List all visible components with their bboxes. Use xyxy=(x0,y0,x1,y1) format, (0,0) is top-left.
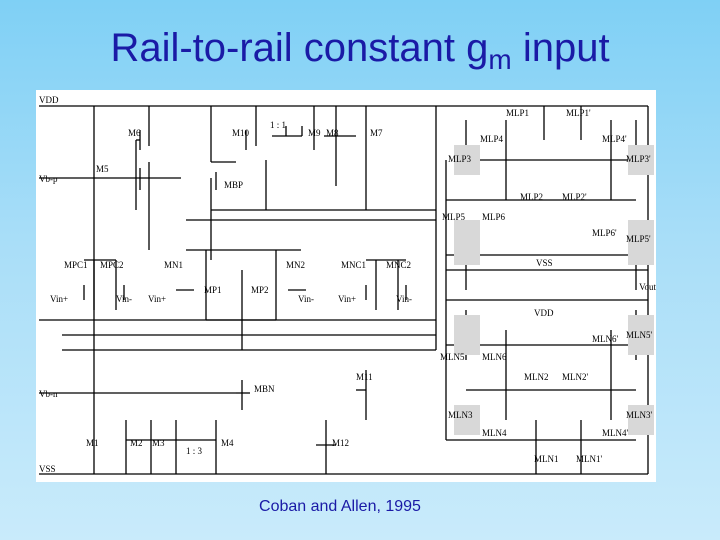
mln3-label: MLN3 xyxy=(448,410,473,420)
vss-label: VSS xyxy=(39,464,56,474)
mpc2-label: MPC2 xyxy=(100,260,124,270)
vin-plus-2-label: Vin+ xyxy=(148,294,167,304)
slide-title xyxy=(0,26,720,76)
schematic-drawing xyxy=(36,90,656,482)
vin-plus-3-label: Vin+ xyxy=(338,294,357,304)
title-main-text: Rail-to-rail constant g xyxy=(110,26,489,70)
mln2-label: MLN2 xyxy=(524,372,549,382)
m9-label: M9 xyxy=(308,128,321,138)
mln4-prime-label: MLN4' xyxy=(602,428,629,438)
mlp3-prime-label: MLP3' xyxy=(626,154,651,164)
vin-minus-1-label: Vin- xyxy=(116,294,132,304)
title-end-text: input xyxy=(511,26,610,70)
ratio-1-1-label: 1 : 1 xyxy=(270,120,287,130)
mlp6-prime-label: MLP6' xyxy=(592,228,617,238)
mlp4-label: MLP4 xyxy=(480,134,504,144)
mlp1-prime-label: MLP1' xyxy=(566,108,591,118)
mbp-label: MBP xyxy=(224,180,244,190)
mn2-label: MN2 xyxy=(286,260,306,270)
mln1-prime-label: MLN1' xyxy=(576,454,603,464)
mln1-label: MLN1 xyxy=(534,454,559,464)
vout-label: Vout xyxy=(639,282,656,292)
m4-label: M4 xyxy=(221,438,234,448)
m10-label: M10 xyxy=(232,128,250,138)
mnc2-label: MNC2 xyxy=(386,260,412,270)
mlp1-label: MLP1 xyxy=(506,108,530,118)
vdd-label: VDD xyxy=(39,95,59,105)
mlp2-label: MLP2 xyxy=(520,192,544,202)
m12-label: M12 xyxy=(332,438,350,448)
mlp6-label: MLP6 xyxy=(482,212,506,222)
mln3-prime-label: MLN3' xyxy=(626,410,653,420)
vin-minus-2-label: Vin- xyxy=(298,294,314,304)
vin-minus-3-label: Vin- xyxy=(396,294,412,304)
mlp5-prime-label: MLP5' xyxy=(626,234,651,244)
vdd-right-label: VDD xyxy=(534,308,554,318)
mlp2-prime-label: MLP2' xyxy=(562,192,587,202)
mln4-label: MLN4 xyxy=(482,428,507,438)
mln6-prime-label: MLN6' xyxy=(592,334,619,344)
m1-label: M1 xyxy=(86,438,99,448)
mln5-label: MLN5 xyxy=(440,352,465,362)
mnc1-label: MNC1 xyxy=(341,260,367,270)
m2-label: M2 xyxy=(130,438,143,448)
m7-label: M7 xyxy=(370,128,383,138)
mbn-label: MBN xyxy=(254,384,275,394)
m11-label: M11 xyxy=(356,372,373,382)
m5-label: M5 xyxy=(96,164,109,174)
mpc1-label: MPC1 xyxy=(64,260,88,270)
mln2-prime-label: MLN2' xyxy=(562,372,589,382)
circuit-schematic xyxy=(36,90,656,482)
mp2-label: MP2 xyxy=(251,285,269,295)
mn1-label: MN1 xyxy=(164,260,184,270)
schematic-labels xyxy=(39,95,656,474)
m8-label: M8 xyxy=(326,128,339,138)
m3-label: M3 xyxy=(152,438,165,448)
mlp3-label: MLP3 xyxy=(448,154,472,164)
shaded-regions xyxy=(454,145,654,435)
mlp4-prime-label: MLP4' xyxy=(602,134,627,144)
schematic-wires xyxy=(39,106,648,474)
m6-label: M6 xyxy=(128,128,141,138)
mln6-label: MLN6 xyxy=(482,352,507,362)
ratio-1-3-label: 1 : 3 xyxy=(186,446,203,456)
vbp-label: Vb-p xyxy=(39,174,58,184)
mp1-label: MP1 xyxy=(204,285,222,295)
mlp5-label: MLP5 xyxy=(442,212,466,222)
mln5-prime-label: MLN5' xyxy=(626,330,653,340)
vin-plus-1-label: Vin+ xyxy=(50,294,69,304)
citation-caption: Coban and Allen, 1995 xyxy=(259,498,421,515)
vbn-label: Vb-n xyxy=(39,389,58,399)
vss-right-label: VSS xyxy=(536,258,553,268)
title-subscript: m xyxy=(488,44,512,75)
